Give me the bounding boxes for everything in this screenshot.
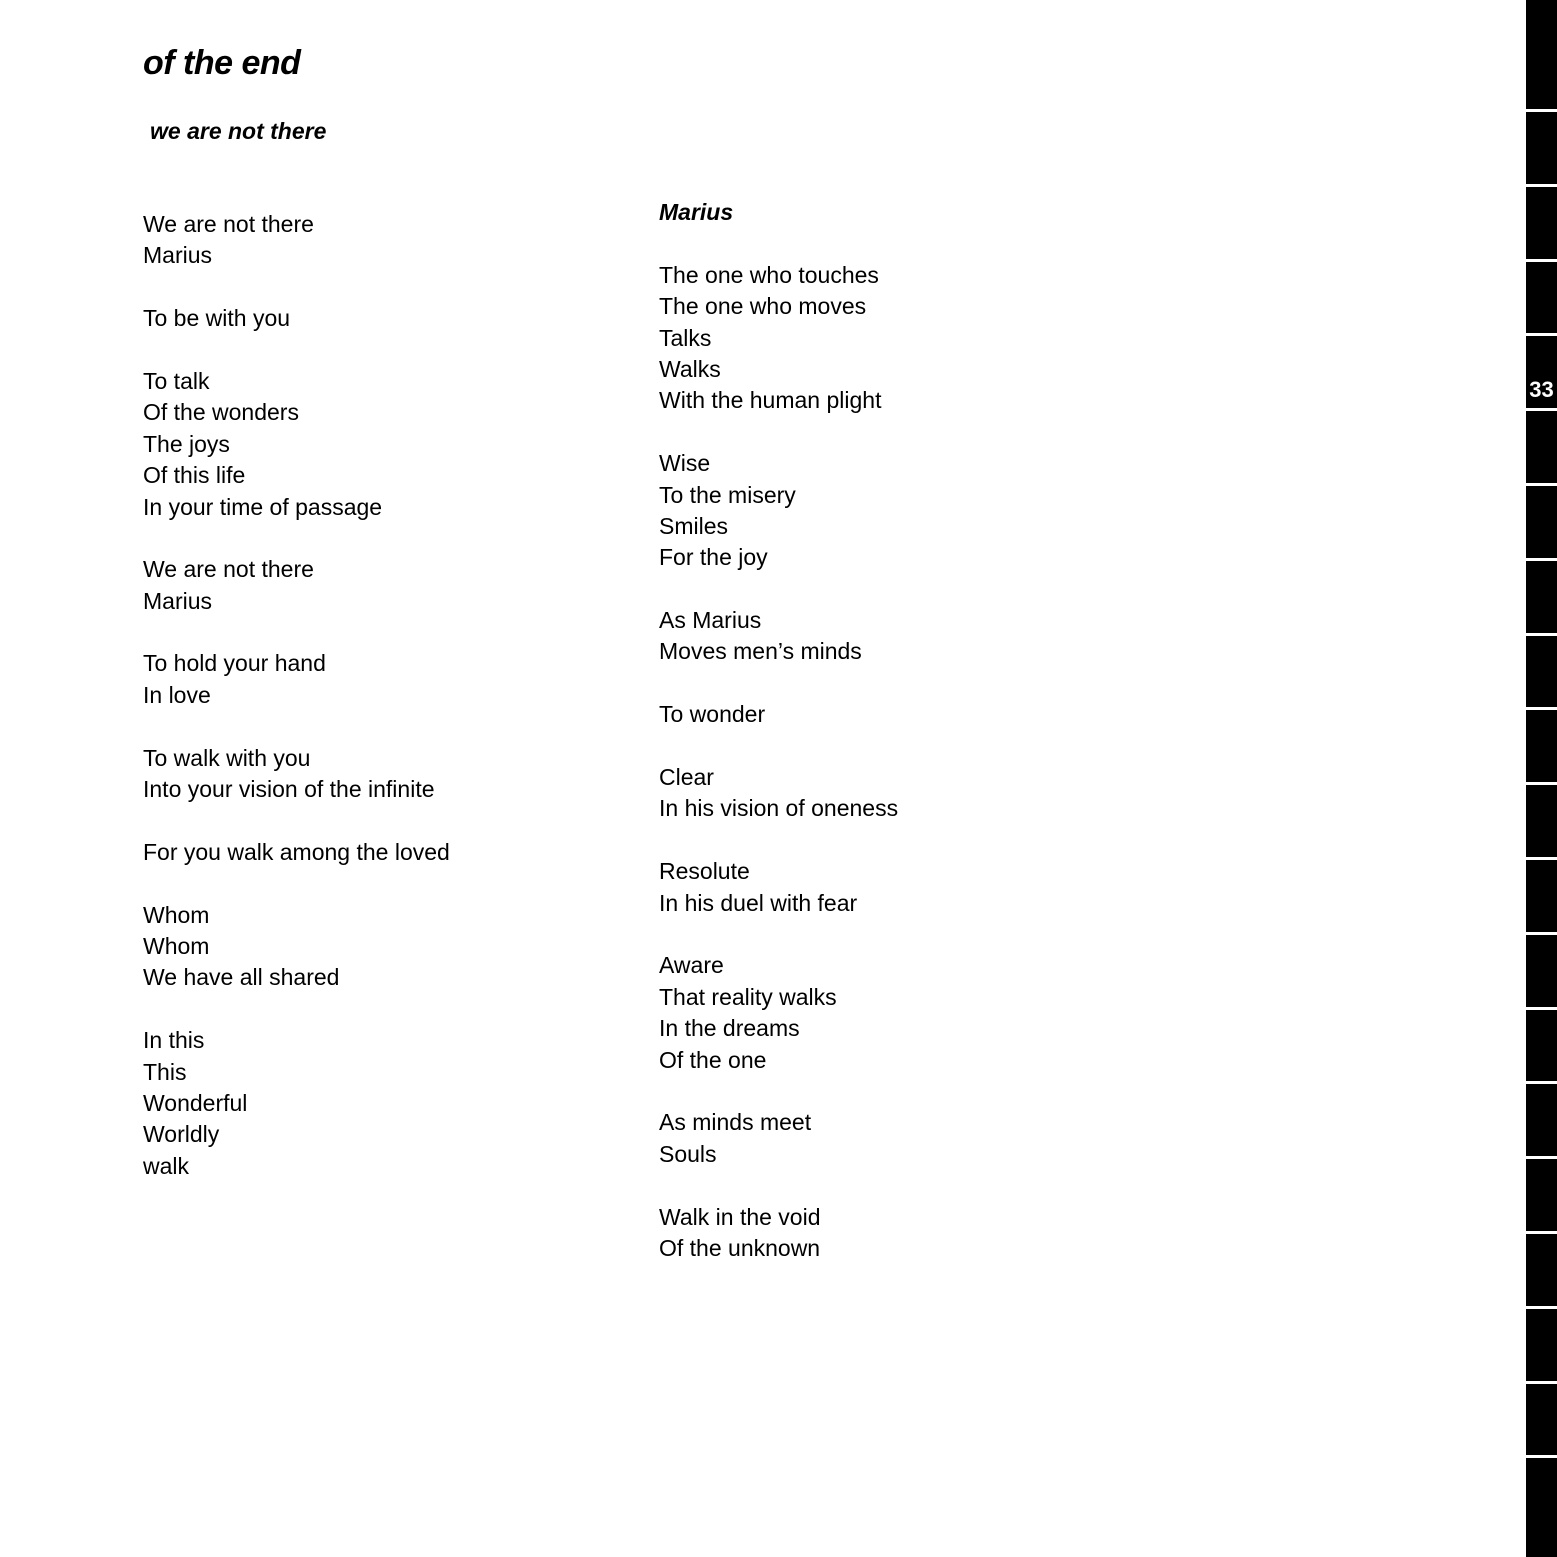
poem-line: To walk with you [143, 744, 311, 771]
poem-line: In the dreams [659, 1015, 800, 1042]
poem-line: Of the unknown [659, 1234, 821, 1261]
poem-line: Wise [659, 450, 711, 477]
poem-line: Whom [143, 932, 210, 959]
side-tab-strip [1526, 0, 1557, 1557]
poem-line: walk [143, 1152, 190, 1179]
poem-line: Aware [659, 952, 724, 979]
poem-line: For you walk among the loved [143, 838, 450, 865]
stanza [659, 950, 1159, 1076]
strip-divider [1526, 1156, 1557, 1159]
stanza [659, 762, 1159, 825]
stanza [143, 554, 613, 617]
poem-line: Whom [143, 901, 210, 928]
poem-line: Talks [659, 324, 712, 351]
poem-line: Worldly [143, 1121, 220, 1148]
stanza [143, 303, 613, 334]
stanza [659, 1202, 1159, 1265]
strip-divider [1526, 558, 1557, 561]
poem-line: Marius [143, 242, 213, 269]
poem-line: Smiles [659, 512, 729, 539]
poem-line: In love [143, 681, 211, 708]
strip-divider [1526, 1381, 1557, 1384]
stanza [659, 1107, 1159, 1170]
stanza [143, 837, 613, 868]
stanza [143, 209, 613, 272]
stanza [143, 366, 613, 523]
poem-line: To hold your hand [143, 650, 326, 677]
stanza [143, 1025, 613, 1182]
stanza [659, 448, 1159, 574]
poem-line: Resolute [659, 858, 750, 885]
stanza [143, 648, 613, 711]
poem-line: In this [143, 1027, 205, 1054]
strip-divider [1526, 633, 1557, 636]
poem-line: To be with you [143, 305, 291, 332]
poem-line: Moves men’s minds [659, 638, 862, 665]
poem-line: That reality walks [659, 983, 837, 1010]
poem-line: We have all shared [143, 964, 340, 991]
poem-line: To talk [143, 367, 210, 394]
poem-line: The joys [143, 430, 230, 457]
poem-line: To wonder [659, 701, 766, 728]
poem-line: Of the one [659, 1046, 767, 1073]
poem-line: Souls [659, 1140, 717, 1167]
poem-line: Walks [659, 355, 721, 382]
strip-divider [1526, 1306, 1557, 1309]
poem-line: This [143, 1058, 187, 1085]
strip-divider [1526, 184, 1557, 187]
right-column-stanzas [659, 260, 1159, 1265]
strip-divider [1526, 857, 1557, 860]
poem-line: For the joy [659, 544, 768, 571]
strip-divider [1526, 408, 1557, 411]
poem-line: Wonderful [143, 1089, 248, 1116]
right-poem-column [659, 197, 1159, 1264]
stanza [143, 743, 613, 806]
poem-line: To the misery [659, 481, 796, 508]
strip-divider [1526, 932, 1557, 935]
strip-divider [1526, 782, 1557, 785]
poem-line: In your time of passage [143, 493, 383, 520]
poem-line: We are not there [143, 556, 314, 583]
strip-divider [1526, 483, 1557, 486]
page-title: of the end [143, 44, 301, 82]
strip-divider [1526, 1081, 1557, 1084]
poem-line: As Marius [659, 607, 762, 634]
left-poem-column [143, 209, 613, 1182]
strip-divider [1526, 333, 1557, 336]
poem-line: The one who moves [659, 293, 867, 320]
page-number: 33 [1529, 377, 1554, 402]
poem-line: Clear [659, 764, 714, 791]
poem-subtitle: we are not there [150, 118, 327, 144]
poem-line: Of this life [143, 462, 246, 489]
stanza [659, 605, 1159, 668]
stanza [659, 699, 1159, 730]
strip-divider [1526, 1007, 1557, 1010]
strip-divider [1526, 1231, 1557, 1234]
poem-line: The one who touches [659, 261, 879, 288]
strip-divider [1526, 1455, 1557, 1458]
stanza [143, 900, 613, 994]
poem-line: In his vision of oneness [659, 795, 899, 822]
poem-line: Of the wonders [143, 399, 299, 426]
right-column-heading: Marius [659, 199, 734, 225]
poem-line: As minds meet [659, 1109, 812, 1136]
poem-line: We are not there [143, 211, 314, 237]
poem-line: Marius [143, 587, 213, 614]
strip-divider [1526, 109, 1557, 112]
strip-divider [1526, 259, 1557, 262]
poem-line: With the human plight [659, 387, 882, 414]
poem-line: Into your vision of the infinite [143, 776, 435, 803]
stanza [659, 856, 1159, 919]
poem-line: Walk in the void [659, 1203, 821, 1230]
strip-divider [1526, 707, 1557, 710]
poem-line: In his duel with fear [659, 889, 858, 916]
stanza [659, 260, 1159, 417]
